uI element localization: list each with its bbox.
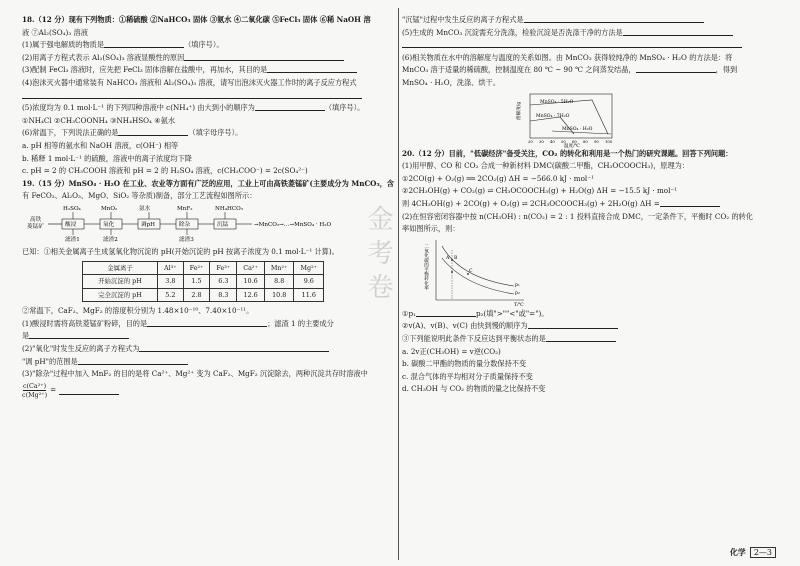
answer-blank[interactable]: [118, 127, 188, 136]
curve-label: p₁: [515, 282, 520, 288]
answer-blank[interactable]: [139, 343, 329, 352]
flow-step-label: 调pH: [141, 221, 156, 228]
conversion-xlabel: T/℃: [514, 302, 524, 308]
answer-blank[interactable]: [528, 320, 618, 329]
question-19-stem: 19.（15 分）MnSO₄ · H₂O 在工业、农业等方面有广泛的应用，工业上可由高铁菱锰矿(主要成分为 MnCO₃，含: [22, 178, 394, 188]
q19-part5-line: [402, 39, 774, 52]
q18-part4-line: [22, 90, 396, 103]
x-tick-label: 60: [572, 138, 577, 144]
question-18-stem-cont: 液 ⑦Al₂(SO₄)₃ 溶液: [22, 27, 88, 37]
q18-part5: (5)浓度均为 0.1 mol·L⁻¹ 的下列四种溶液中 c(NH₄⁺) 由大到小的顺序为 （填序号）。: [22, 103, 365, 113]
answer-blank[interactable]: [524, 14, 704, 23]
answer-blank[interactable]: [104, 39, 184, 48]
q19-part4: "沉锰"过程中发生反应的离子方程式是: [402, 14, 774, 27]
x-tick-label: 80: [583, 138, 588, 144]
q20-part1: (1)用甲醇、CO 和 CO₂ 合成一种新材料 DMC(碳酸二甲酯，CH₃OCOOCH₃)，原理为：: [402, 161, 690, 171]
answer-blank[interactable]: [402, 39, 742, 48]
known-condition-1: 已知：①相关金属离子生成氢氧化物沉淀的 pH(开始沉淀的 pH 按离子浓度为 0.1 mol·L⁻¹ 计算)。: [22, 246, 339, 256]
flow-ore-label: 菱锰矿: [27, 223, 44, 230]
q20-part2-cont: 率如图所示，则：: [402, 224, 460, 234]
answer-blank[interactable]: [78, 356, 188, 365]
question-20-stem: 20.（12 分）目前，"低碳经济"备受关注，CO₂ 的转化和利用是一个热门的研究课题。回答下列问题：: [402, 148, 733, 158]
answer-blank[interactable]: [29, 330, 129, 339]
q19-part1: (1)酸浸时需将高铁菱锰矿粉碎，目的是 ；滤渣 1 的主要成分: [22, 318, 334, 328]
q20-option-a: a. 2v正(CH₃OH) = v逆(CO₂): [402, 346, 501, 356]
right-column: [402, 14, 774, 396]
table-header-row: 金属离子 Al³⁺ Fe²⁺ Fe³⁺ Ca²⁺ Mn²⁺ Mg²⁺: [83, 261, 324, 275]
flow-residue-label: 滤渣2: [103, 236, 118, 243]
q20-part2: (2)在恒容密闭容器中按 n(CH₃OH) : n(CO₂) = 2 : 1 投料直接合成 DMC，一定条件下，平衡时 CO₂ 的转化: [402, 211, 754, 221]
flow-step-label: 除杂: [179, 221, 191, 228]
process-flow-diagram: [22, 204, 396, 244]
question-19-stem-cont: 有 FeCO₃、Al₂O₃、MgO、SiO₂ 等杂质)制备，部分工艺流程如图所示：: [22, 191, 257, 201]
answer-blank[interactable]: [59, 386, 119, 395]
q20-sub1: ①p₁ p₂(填">""<"或"=")。: [402, 308, 549, 318]
answer-blank[interactable]: [623, 27, 733, 36]
answer-blank[interactable]: [255, 102, 325, 111]
q18-option-c: c. pH = 2 的 CH₃COOH 溶液和 pH = 2 的 H₂SO₄ 溶液，c(CH₃COO⁻) = 2c(SO₄²⁻): [22, 166, 308, 176]
point-label: B: [454, 255, 458, 261]
q20-reaction-2: ②2CH₃OH(g) + CO₂(g) ⇌ CH₃OCOOCH₃(g) + H₂O(g) ΔH = −15.5 kJ · mol⁻¹: [402, 186, 678, 196]
x-tick-label: 50: [561, 138, 566, 144]
answer-blank[interactable]: [267, 64, 357, 73]
q18-part3: (3)配制 FeCl₃ 溶液时，应先把 FeCl₃ 固体溶解在盐酸中，再加水，其目的是: [22, 64, 396, 77]
x-tick-label: 90: [594, 138, 599, 144]
known-condition-2: ②常温下，CaF₂、MgF₂ 的溶度积分别为 1.48×10⁻¹⁰、7.40×10⁻¹¹。: [22, 306, 254, 316]
fraction-numerator: c(Ca²⁺): [22, 381, 47, 390]
flow-reagent-label: MnF₂: [177, 205, 193, 212]
q18-option-a: a. pH 相等的氨水和 NaOH 溶液，c(OH⁻) 相等: [22, 140, 179, 150]
q20-sub3: ③下列能说明此条件下反应达到平衡状态的是: [402, 333, 774, 346]
page-footer: [730, 547, 776, 558]
flow-reagent-label: 氨水: [139, 205, 151, 212]
curve-label: MnSO₄ · 7H₂O: [536, 113, 570, 119]
watermark: 金考卷: [363, 205, 393, 307]
x-tick-label: 100: [605, 138, 613, 144]
flow-step-label: 酸浸: [65, 221, 77, 228]
table-row: 完全沉淀的 pH 5.2 2.8 8.3 12.6 10.8 11.6: [83, 288, 324, 302]
q19-part1-cont: 是: [22, 330, 396, 343]
q20-option-b: b. 碳酸二甲酯的物质的量分数保持不变: [402, 359, 527, 369]
flow-step-label: 氧化: [103, 221, 115, 228]
precipitation-ph-table: [82, 261, 324, 303]
flow-residue-label: 滤渣1: [65, 236, 80, 243]
answer-blank[interactable]: [546, 333, 616, 342]
q18-part2: (2)用离子方程式表示 Al₂(SO₄)₃ 溶液显酸性的原因: [22, 52, 396, 65]
q19-part6-end: MnSO₄ · H₂O，洗涤、烘干。: [402, 77, 500, 87]
point-label: C: [469, 268, 473, 274]
solubility-ylabel: 溶解度/g: [517, 101, 522, 120]
flow-tail: →MnCO₃→…→MnSO₄ · H₂O: [254, 221, 332, 228]
q18-part1: (1)属于强电解质的物质是 （填序号）。: [22, 40, 224, 50]
q18-part5-options: ①NH₄Cl ②CH₃COONH₄ ③NH₄HSO₄ ④氨水: [22, 115, 176, 125]
footer-page-number: 2—3: [750, 547, 776, 558]
conversion-graph: [402, 236, 774, 308]
solubility-graph: [402, 90, 774, 148]
q20-reaction-total: 则 4CH₃OH(g) + 2CO(g) + O₂(g) ⇌ 2CH₃OCOOCH₃(g) + 2H₂O(g) ΔH =: [402, 198, 774, 211]
x-tick-label: 40: [550, 138, 555, 144]
x-tick-label: 20: [528, 138, 533, 144]
q19-part3: (3)"除杂"过程中加入 MnF₂ 的目的是将 Ca²⁺、Mg²⁺ 变为 CaF₂、MgF₂ 沉淀除去，两种沉淀共存时溶液中: [22, 369, 368, 379]
q20-sub2: ②v(A)、v(B)、v(C) 由快到慢的顺序为: [402, 320, 774, 333]
q20-option-d: d. CH₃OH 与 CO₂ 的物质的量之比保持不变: [402, 384, 546, 394]
answer-blank[interactable]: [636, 64, 716, 73]
q18-option-b: b. 稀释 1 mol·L⁻¹ 的硫酸，溶液中的离子浓度均下降: [22, 153, 192, 163]
flow-reagent-label: H₂SO₄: [63, 205, 81, 212]
flow-reagent-label: NH₄HCO₃: [215, 205, 244, 212]
answer-blank[interactable]: [416, 308, 476, 317]
answer-blank[interactable]: [22, 90, 362, 99]
q19-part6-cont: MnCO₃ 溶于适量的稀硫酸，控制温度在 80 ℃ ~ 90 ℃ 之间蒸发结晶， ，得到: [402, 65, 738, 75]
answer-blank[interactable]: [147, 318, 267, 327]
curve-label: MnSO₄ · 5H₂O: [540, 99, 574, 105]
answer-blank[interactable]: [184, 52, 344, 61]
q19-part2-ph: "调 pH"的范围是: [22, 356, 396, 369]
answer-blank[interactable]: [660, 198, 720, 207]
flow-reagent-label: MnO₂: [101, 205, 118, 212]
q19-part6: (6)相关物质在水中的溶解度与温度的关系如图。由 MnCO₃ 获得较纯净的 MnSO₄ · H₂O 的方法是：将: [402, 52, 733, 62]
q18-part6: (6)常温下，下列说法正确的是 （填字母序号）。: [22, 128, 243, 138]
flow-ore-label: 高铁: [30, 216, 42, 223]
flow-step-label: 沉锰: [217, 221, 229, 228]
curve-label: MnSO₄ · H₂O: [562, 126, 593, 132]
solubility-xlabel: 温度/℃: [564, 143, 580, 148]
q20-reaction-1: ①2CO(g) + O₂(g) ══ 2CO₂(g) ΔH = −566.0 kJ · mol⁻¹: [402, 173, 594, 183]
curve-label: p₂: [515, 290, 520, 296]
fraction-denominator: c(Mg²⁺): [22, 390, 48, 399]
flow-residue-label: 滤渣3: [179, 236, 194, 243]
q18-part4: (4)泡沫灭火器中通常装有 NaHCO₃ 溶液和 Al₂(SO₄)₃ 溶液，请写出泡沫灭火器工作时的离子反应方程式: [22, 77, 357, 87]
x-tick-label: 30: [539, 138, 544, 144]
footer-subject: 化学: [729, 547, 746, 557]
point-label: A: [446, 255, 450, 261]
column-divider: [398, 8, 399, 560]
q19-part2: (2)"氧化"时发生反应的离子方程式为: [22, 343, 396, 356]
question-18-stem: 18.（12 分）现有下列物质：①稀硫酸 ②NaHCO₃ 固体 ③氨水 ④二氧化碳 ⑤FeCl₃ 固体 ⑥稀 NaOH 溶: [22, 15, 371, 24]
concentration-ratio: $\frac{\text{c(Ca²⁺)}}{\text{c(Mg²⁺)}}$ =: [22, 382, 396, 399]
q19-part5: (5)生成的 MnCO₃ 沉淀需充分洗涤，检验沉淀是否洗涤干净的方法是: [402, 27, 774, 40]
q20-option-c: c. 混合气体的平均相对分子质量保持不变: [402, 371, 533, 381]
table-row: 开始沉淀的 pH 3.8 1.5 6.3 10.6 8.8 9.6: [83, 275, 324, 289]
left-column: [22, 14, 396, 399]
conversion-ylabel: 二氧化碳的平衡转化率: [423, 243, 429, 290]
